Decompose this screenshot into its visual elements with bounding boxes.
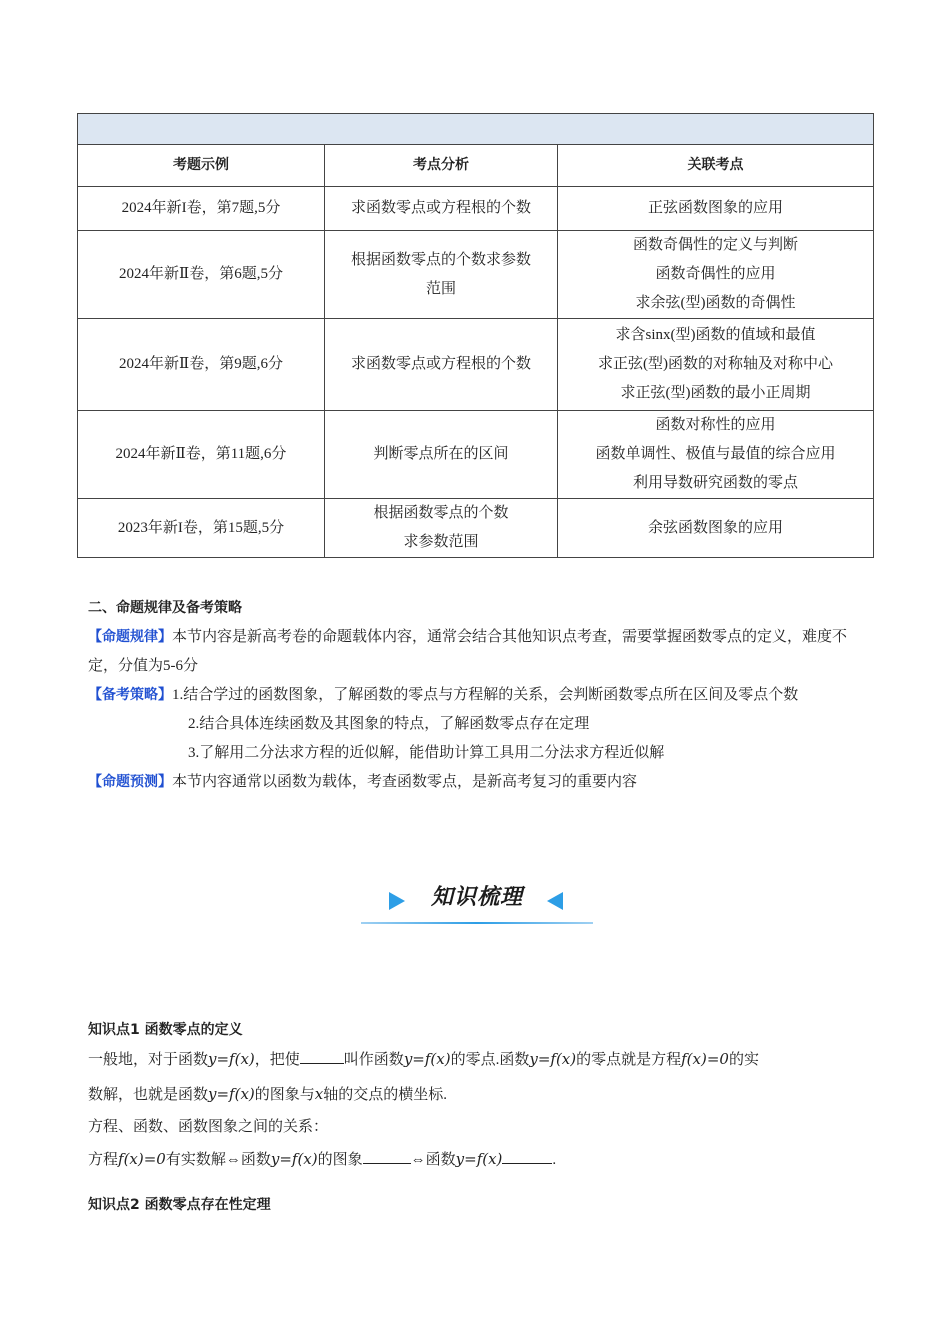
strategy-item: 3.了解用二分法求方程的近似解，能借助计算工具用二分法求方程近似解 — [188, 745, 665, 761]
table-row — [78, 319, 874, 411]
cell-line: 余弦函数图象的应用 — [648, 519, 784, 536]
banner-title: 知识梳理 — [430, 885, 523, 910]
math-expression: x — [314, 1085, 324, 1103]
math-expression: y=f(x) — [529, 1050, 577, 1068]
cell-line: 求余弦(型)函数的奇偶性 — [635, 295, 796, 311]
kp2-title: 知识点2 函数零点存在性定理 — [88, 1197, 271, 1213]
cell-line: 利用导数研究函数的零点 — [633, 475, 799, 491]
cell-line: 函数奇偶性的应用 — [655, 266, 776, 282]
fill-blank — [363, 1149, 411, 1164]
cell-line: 求函数零点或方程根的个数 — [350, 356, 531, 372]
section-title: 二、命题规律及备考策略 — [88, 600, 242, 616]
strategy-item: 1.结合学过的函数图象，了解函数的零点与方程解的关系，会判断函数零点所在区间及零点个数 — [172, 687, 799, 703]
knowledge-banner — [361, 880, 593, 924]
cell-line: 求正弦(型)函数的对称轴及对称中心 — [598, 356, 833, 372]
cell-example: 2023年新I卷，第15题,5分 — [78, 499, 325, 558]
text-run: ，把使 — [254, 1052, 300, 1068]
rule-tag: 【命题规律】 — [88, 629, 172, 645]
kp1-line-2 — [88, 1077, 868, 1112]
cell-related — [558, 319, 874, 411]
text-run: ⇔函数 — [410, 1152, 456, 1168]
header-example: 考题示例 — [78, 145, 325, 187]
cell-analysis — [325, 411, 558, 499]
math-expression: f(x)=0 — [118, 1150, 166, 1168]
kp1-line-3: 方程、函数、函数图象之间的关系： — [88, 1119, 329, 1135]
text-run: 的零点.函数 — [450, 1052, 530, 1068]
text-run: 数解，也就是函数 — [88, 1087, 209, 1103]
rule-text: 本节内容是新高考卷的命题载体内容，通常会结合其他知识点考查，需要掌握函数零点的定义，难度不定，分值为5-6分 — [88, 629, 848, 674]
triangle-left-icon — [547, 892, 563, 910]
header-analysis: 考点分析 — [325, 145, 558, 187]
knowledge-point-2 — [88, 1193, 868, 1217]
cell-related — [558, 411, 874, 499]
math-expression: y=f(x) — [270, 1150, 318, 1168]
cell-line: 求函数零点或方程根的个数 — [350, 200, 531, 216]
fill-blank — [502, 1149, 552, 1164]
cell-example: 2024年新I卷，第7题,5分 — [78, 187, 325, 231]
text-run: 一般地，对于函数 — [88, 1052, 209, 1068]
forecast-paragraph — [88, 768, 868, 797]
cell-analysis — [325, 319, 558, 411]
math-expression: y=f(x) — [208, 1050, 255, 1068]
text-run: 的实 — [728, 1052, 759, 1068]
cell-line: 函数单调性、极值与最值的综合应用 — [595, 446, 836, 462]
cell-line: 正弦函数图象的应用 — [648, 200, 784, 216]
cell-line: 根据函数零点的个数求参数 — [350, 251, 531, 268]
table-row — [78, 411, 874, 499]
header-related: 关联考点 — [558, 145, 874, 187]
strategy-tag: 【备考策略】 — [88, 687, 172, 703]
cell-line: 求参数范围 — [403, 534, 479, 550]
forecast-tag: 【命题预测】 — [88, 774, 172, 790]
cell-line: 求正弦(型)函数的最小正周期 — [620, 385, 811, 401]
cell-analysis — [325, 499, 558, 558]
text-run: 叫作函数 — [343, 1052, 404, 1068]
cell-example: 2024年新Ⅱ卷，第11题,6分 — [78, 411, 325, 499]
table-row — [78, 231, 874, 319]
kp1-line-4 — [88, 1142, 868, 1177]
kp1-line-1 — [88, 1042, 868, 1077]
table-band-cell — [78, 114, 874, 145]
cell-line: 根据函数零点的个数 — [373, 505, 509, 521]
knowledge-point-1 — [88, 1018, 868, 1177]
math-expression: y=f(x) — [403, 1050, 451, 1068]
cell-related — [558, 231, 874, 319]
cell-line: 判断零点所在的区间 — [373, 446, 509, 462]
kp1-title: 知识点1 函数零点的定义 — [88, 1022, 243, 1038]
text-run: 的图象 — [317, 1152, 363, 1168]
text-run: 的图象与 — [254, 1087, 315, 1103]
cell-related — [558, 499, 874, 558]
cell-analysis — [325, 231, 558, 319]
exam-analysis-table — [77, 113, 874, 558]
fill-blank — [300, 1049, 344, 1064]
table-header-band — [78, 114, 874, 145]
table-row — [78, 187, 874, 231]
strategy-block — [88, 681, 868, 710]
math-expression: y=f(x) — [208, 1085, 255, 1103]
cell-related — [558, 187, 874, 231]
cell-line: 求含sinx(型)函数的值域和最值 — [615, 327, 816, 343]
text-run: 有实数解⇔函数 — [165, 1152, 271, 1168]
strategy-section — [88, 594, 868, 797]
cell-line: 函数奇偶性的定义与判断 — [633, 237, 799, 253]
forecast-text: 本节内容通常以函数为载体，考查函数零点，是新高考复习的重要内容 — [172, 774, 638, 790]
text-run: 的零点就是方程 — [576, 1052, 682, 1068]
table-header-row — [78, 145, 874, 187]
cell-example: 2024年新Ⅱ卷，第9题,6分 — [78, 319, 325, 411]
math-expression: y=f(x) — [455, 1150, 503, 1168]
table-row — [78, 499, 874, 558]
banner-underline — [361, 922, 593, 924]
cell-analysis — [325, 187, 558, 231]
math-expression: f(x)=0 — [681, 1050, 729, 1068]
text-run: 方程 — [88, 1152, 119, 1168]
strategy-item: 2.结合具体连续函数及其图象的特点，了解函数零点存在定理 — [188, 716, 590, 732]
text-run: 轴的交点的横坐标. — [323, 1087, 448, 1103]
cell-line: 范围 — [425, 280, 456, 297]
cell-line: 函数对称性的应用 — [655, 417, 776, 433]
rule-paragraph — [88, 623, 868, 681]
text-run: . — [552, 1152, 557, 1168]
cell-example: 2024年新Ⅱ卷，第6题,5分 — [78, 231, 325, 319]
